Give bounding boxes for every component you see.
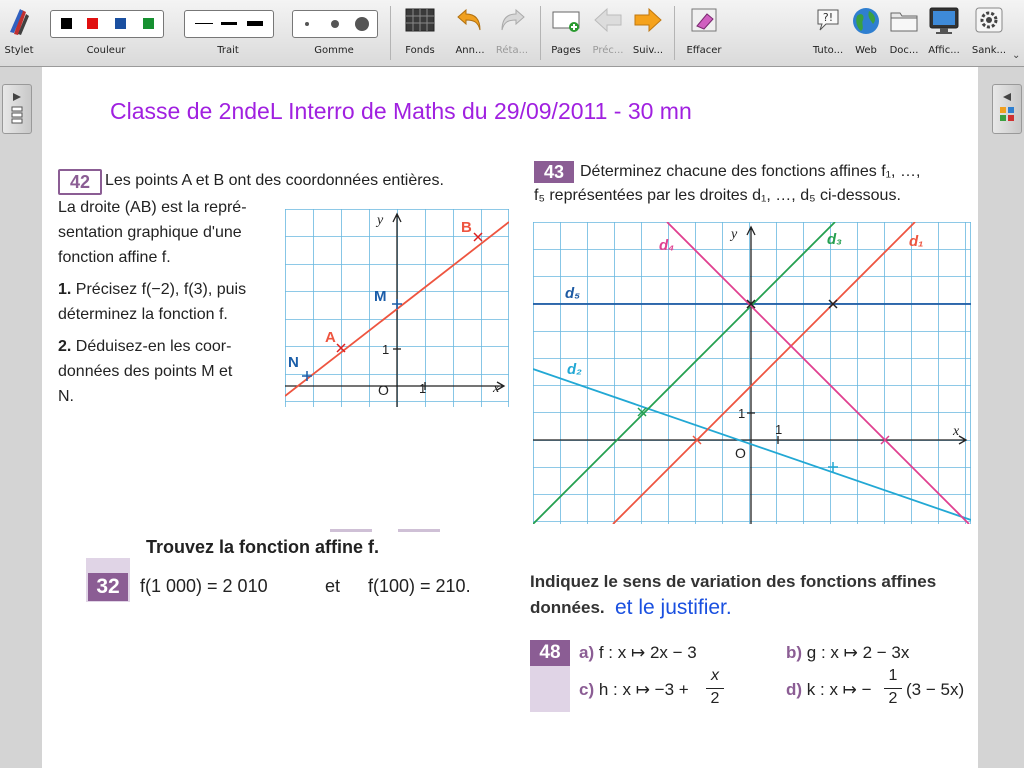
couleur-tool (46, 0, 166, 66)
tutoriel-button[interactable] (806, 0, 850, 66)
left-library-tab[interactable] (2, 84, 32, 134)
ex48-item-c: c) h : x ↦ −3 + (579, 680, 689, 699)
ex42-text-line3: sentation graphique d'une (58, 224, 242, 241)
library-toggle-icon (3, 85, 31, 133)
ex43-label-d2: d₂ (567, 361, 582, 378)
ex42-x-label: x (493, 381, 500, 396)
eraser-small[interactable] (305, 22, 309, 26)
ex43-label-d1: d₁ (909, 233, 924, 250)
undo-icon (456, 6, 484, 34)
ex32-equation2: f(100) = 210. (368, 576, 471, 596)
help-bubble-icon (814, 6, 842, 34)
ex32-heading: Trouvez la fonction affine f. (146, 537, 380, 557)
ex42-y-label: y (377, 213, 384, 228)
ex43-graph (533, 222, 971, 524)
gomme-tool (288, 0, 380, 66)
ex42-text-line4: fonction affine f. (58, 249, 171, 266)
ex43-y-unit-label: 1 (738, 406, 746, 421)
toolbar-separator (390, 6, 391, 60)
stylet-label: Stylet (4, 45, 34, 56)
ex42-text-line1: Les points A et B ont des coordonnées entières. (105, 172, 444, 189)
line-width-picker (184, 10, 274, 38)
ex48-c-numerator: x (711, 667, 719, 684)
ex48-intro-line2: données. (530, 598, 605, 617)
eraser-medium[interactable] (331, 20, 339, 28)
line-medium[interactable] (221, 22, 237, 25)
ex43-x-label: x (953, 424, 960, 439)
annuler-button[interactable] (448, 0, 492, 66)
line-thick[interactable] (247, 21, 263, 26)
precedent-label: Préc... (592, 45, 624, 56)
couleur-label: Couleur (86, 45, 126, 56)
pages-button[interactable] (544, 0, 588, 66)
ex48-c-denominator: 2 (710, 690, 720, 707)
ex42-graph (285, 209, 509, 407)
ex42-origin-label: O (378, 382, 389, 398)
effacer-button[interactable] (680, 0, 728, 66)
ex43-y-label: y (731, 227, 738, 242)
clear-page-icon (689, 6, 719, 34)
ex42-question2: 2. Déduisez-en les coor- (58, 338, 232, 355)
ex43-text-line2: f₅ représentées par les droites d₁, …, d₅ ci-dessous. (534, 187, 901, 204)
ex42-point-a-label: A (325, 329, 336, 346)
svg-text:?!: ?! (822, 11, 834, 24)
folder-icon (889, 6, 919, 34)
ex42-point-n-label: N (288, 354, 299, 371)
gomme-label: Gomme (314, 45, 354, 56)
stylet-tool[interactable] (0, 0, 38, 66)
ex48-item-b: b) g : x ↦ 2 − 3x (786, 643, 910, 662)
fonds-label: Fonds (405, 45, 435, 56)
ex42-x-unit-label: 1 (419, 381, 427, 396)
board-title: Classe de 2ndeL Interro de Maths du 29/09/2011 - 30 mn (110, 98, 692, 124)
features-toggle-icon (993, 85, 1021, 133)
background-grid-icon (405, 6, 435, 34)
fonds-button[interactable] (398, 0, 442, 66)
ex48-item-a: a) f : x ↦ 2x − 3 (579, 643, 697, 662)
web-label: Web (855, 45, 877, 56)
next-arrow-icon (633, 6, 663, 34)
ex42-question1-cont: déterminez la fonction f. (58, 306, 228, 323)
retablir-button[interactable] (490, 0, 534, 66)
previous-arrow-icon (593, 6, 623, 34)
ex48-intro-line1: Indiquez le sens de variation des fonctions affines (530, 572, 937, 591)
ex43-label-d4: d₄ (659, 237, 675, 254)
ex43-label-d5: d₅ (565, 285, 581, 302)
eraser-large[interactable] (355, 17, 369, 31)
affichage-button[interactable] (922, 0, 966, 66)
ex42-point-m-label: M (374, 288, 387, 305)
trait-tool (180, 0, 276, 66)
precedent-button[interactable] (586, 0, 630, 66)
color-palette (50, 10, 164, 38)
trait-label: Trait (217, 45, 239, 56)
monitor-icon (928, 6, 960, 36)
suivant-button[interactable] (626, 0, 670, 66)
ex42-point-b-label: B (461, 219, 472, 236)
ex48-d-tail: (3 − 5x) (906, 680, 965, 699)
ex32-et: et (325, 576, 341, 596)
ex43-text-line1: Déterminez chacune des fonctions affines f₁, …, (580, 163, 921, 180)
affichage-label: Affic... (928, 45, 960, 56)
toolbar-overflow-chevron-icon[interactable]: ⌄ (1012, 50, 1021, 61)
globe-icon (851, 6, 881, 36)
toolbar-separator (674, 6, 675, 60)
ex42-question1: 1. Précisez f(−2), f(3), puis (58, 281, 247, 298)
ex32-equation1: f(1 000) = 2 010 (140, 576, 268, 596)
gear-icon (974, 6, 1004, 34)
retablir-label: Réta... (495, 45, 529, 56)
pen-icon (6, 6, 32, 36)
ex43-origin-label: O (735, 445, 746, 461)
documents-button[interactable] (884, 0, 924, 66)
color-green[interactable] (143, 18, 154, 29)
annuler-label: Ann... (455, 45, 485, 56)
web-button[interactable] (846, 0, 886, 66)
tutoriel-label: Tuto... (812, 45, 844, 56)
effacer-label: Effacer (686, 45, 722, 56)
handwritten-addition: et le justifier. (615, 596, 732, 619)
ex42-y-unit-label: 1 (382, 342, 390, 357)
ex43-label-d3: d₃ (827, 231, 842, 248)
color-black[interactable] (61, 18, 72, 29)
pages-label: Pages (551, 45, 581, 56)
ex42-question2-end: N. (58, 388, 74, 405)
ex42-question2-cont: données des points M et (58, 363, 233, 380)
ex48-d-numerator: 1 (888, 667, 898, 684)
toolbar-separator (540, 6, 541, 60)
eraser-size-picker (292, 10, 378, 38)
suivant-label: Suiv... (632, 45, 664, 56)
sankore-label: Sank... (971, 45, 1007, 56)
ex32-number: 32 (88, 573, 128, 601)
documents-label: Doc... (889, 45, 919, 56)
ex48-d-denominator: 2 (888, 690, 898, 707)
redo-icon (498, 6, 526, 34)
ex42-number: 42 (58, 169, 102, 195)
add-page-icon (551, 6, 581, 34)
ex48-number: 48 (530, 640, 570, 666)
color-red[interactable] (87, 18, 98, 29)
main-toolbar (0, 0, 1024, 67)
sankore-button[interactable] (966, 0, 1012, 66)
ex48-item-d: d) k : x ↦ − (786, 680, 872, 699)
right-library-tab[interactable] (992, 84, 1022, 134)
ex43-number: 43 (534, 161, 574, 183)
line-thin[interactable] (195, 23, 213, 24)
color-blue[interactable] (115, 18, 126, 29)
ex43-x-unit-label: 1 (775, 422, 783, 437)
ex42-text-line2: La droite (AB) est la repré- (58, 199, 247, 216)
